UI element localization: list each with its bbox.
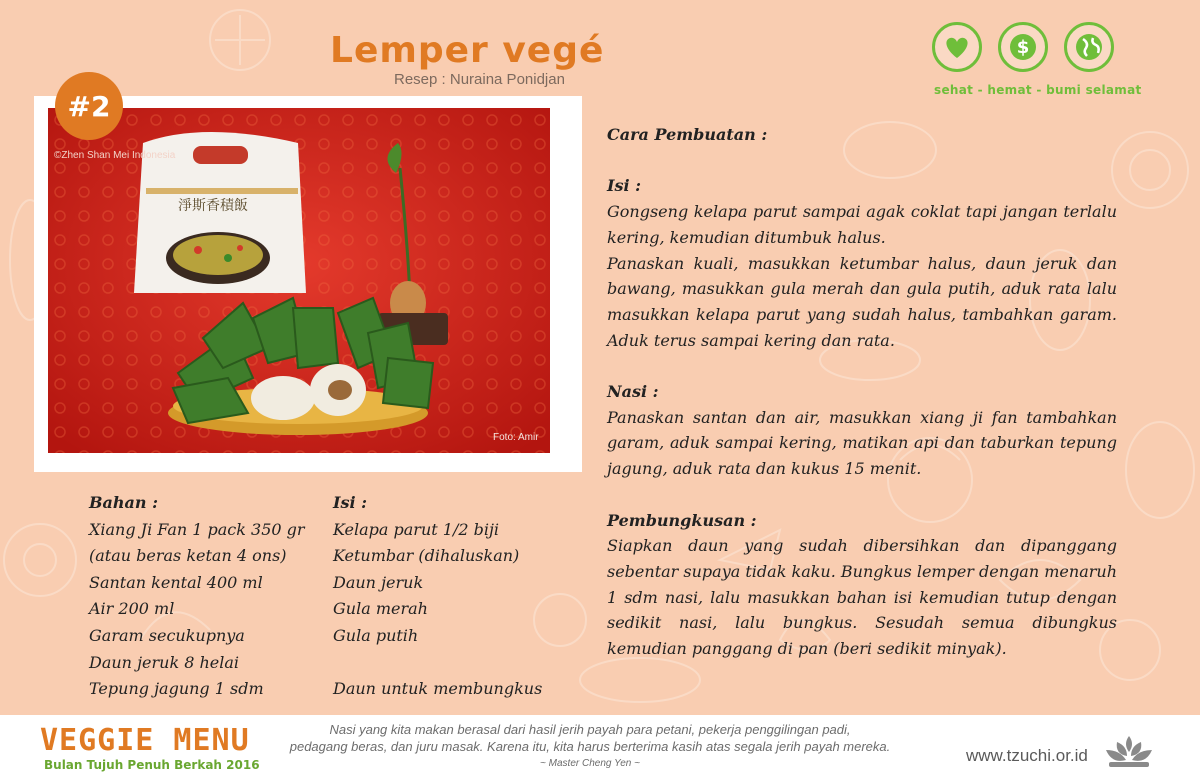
tzuchi-logo-icon: [1103, 732, 1155, 772]
method-nasi-heading: Nasi :: [607, 382, 659, 401]
method-isi-text-1: Gongseng kelapa parut sampai agak coklat tapi jangan terlalu kering, kemudian ditumbuk halus.: [607, 202, 1117, 247]
globe-icon: [1064, 22, 1114, 72]
quote-line: Nasi yang kita makan berasal dari hasil jerih payah para petani, pekerja penggilingan padi,: [329, 722, 851, 737]
website-link[interactable]: www.tzuchi.or.id: [966, 746, 1088, 765]
ingredients-isi: [333, 490, 542, 703]
list-item: Tepung jagung 1 sdm: [89, 679, 264, 699]
veggie-menu-brand: VEGGIE MENU: [40, 723, 250, 758]
copyright-credit: ©Zhen Shan Mei Indonesia: [54, 150, 176, 161]
method-bungkus-text: Siapkan daun yang sudah dibersihkan dan dipanggang sebentar supaya tidak kaku. Bungkus lemper dengan menaruh 1 sdm nasi, lalu masukkan bahan isi kemudian tutup dengan sedikit nasi, lalu bungkus. Sesudah semua dibungkus kemudian panggang di pan (beri sedikit minyak).: [607, 536, 1117, 659]
list-item: Santan kental 400 ml: [89, 572, 263, 592]
method-isi-text-2: Panaskan kuali, masukkan ketumbar halus, daun jeruk dan bawang, masukkan gula merah dan gula putih, aduk rata lalu masukkan kelapa parut yang sudah halus, tambahkan garam. Aduk terus sampai kering dan rata.: [607, 253, 1117, 350]
method-nasi-text: Panaskan santan dan air, masukkan xiang ji fan tambahkan garam, aduk sampai kering, matikan api dan taburkan tepung jagung, aduk rata dan kukus 15 menit.: [607, 407, 1117, 479]
svg-text:$: $: [1016, 37, 1030, 58]
photo-credit: Foto: Amir: [493, 432, 539, 443]
list-item: Garam secukupnya: [89, 625, 245, 645]
footer-quote: [270, 721, 910, 772]
list-item: Gula merah: [333, 599, 428, 619]
list-item: Xiang Ji Fan 1 pack 350 gr: [89, 519, 305, 539]
list-item: Kelapa parut 1/2 biji: [333, 519, 500, 539]
quote-author: ~ Master Cheng Yen ~: [540, 758, 640, 769]
ingredients-bahan: [89, 490, 305, 703]
quote-line: pedagang beras, dan juru masak. Karena itu, kita harus berterima kasih atas segala jerih payah mereka.: [289, 739, 891, 754]
footer-subtitle: Bulan Tujuh Penuh Berkah 2016: [44, 758, 260, 772]
list-item: Gula putih: [333, 625, 419, 645]
isi-heading: Isi :: [333, 493, 368, 512]
list-item: Ketumbar (dihaluskan): [333, 546, 520, 566]
list-item: [333, 650, 542, 677]
heart-icon: [932, 22, 982, 72]
bahan-heading: Bahan :: [89, 493, 158, 512]
list-item: Daun jeruk: [333, 572, 424, 592]
tagline: sehat - hemat - bumi selamat: [934, 83, 1142, 97]
method-section: [607, 122, 1117, 662]
recipe-number-badge: #2: [55, 72, 123, 140]
method-isi-heading: Isi :: [607, 176, 642, 196]
list-item: Daun jeruk 8 helai: [89, 652, 240, 672]
list-item: Air 200 ml: [89, 599, 175, 619]
method-heading: Cara Pembuatan :: [607, 125, 768, 144]
list-item: Daun untuk membungkus: [333, 679, 543, 699]
method-bungkus-heading: Pembungkusan :: [607, 510, 757, 530]
recipe-author: Resep : Nuraina Ponidjan: [394, 71, 565, 88]
list-item: (atau beras ketan 4 ons): [89, 546, 287, 566]
package-text: 淨斯香積飯: [178, 198, 248, 214]
dollar-icon: [998, 22, 1048, 72]
recipe-title: Lemper vegé: [330, 30, 605, 71]
